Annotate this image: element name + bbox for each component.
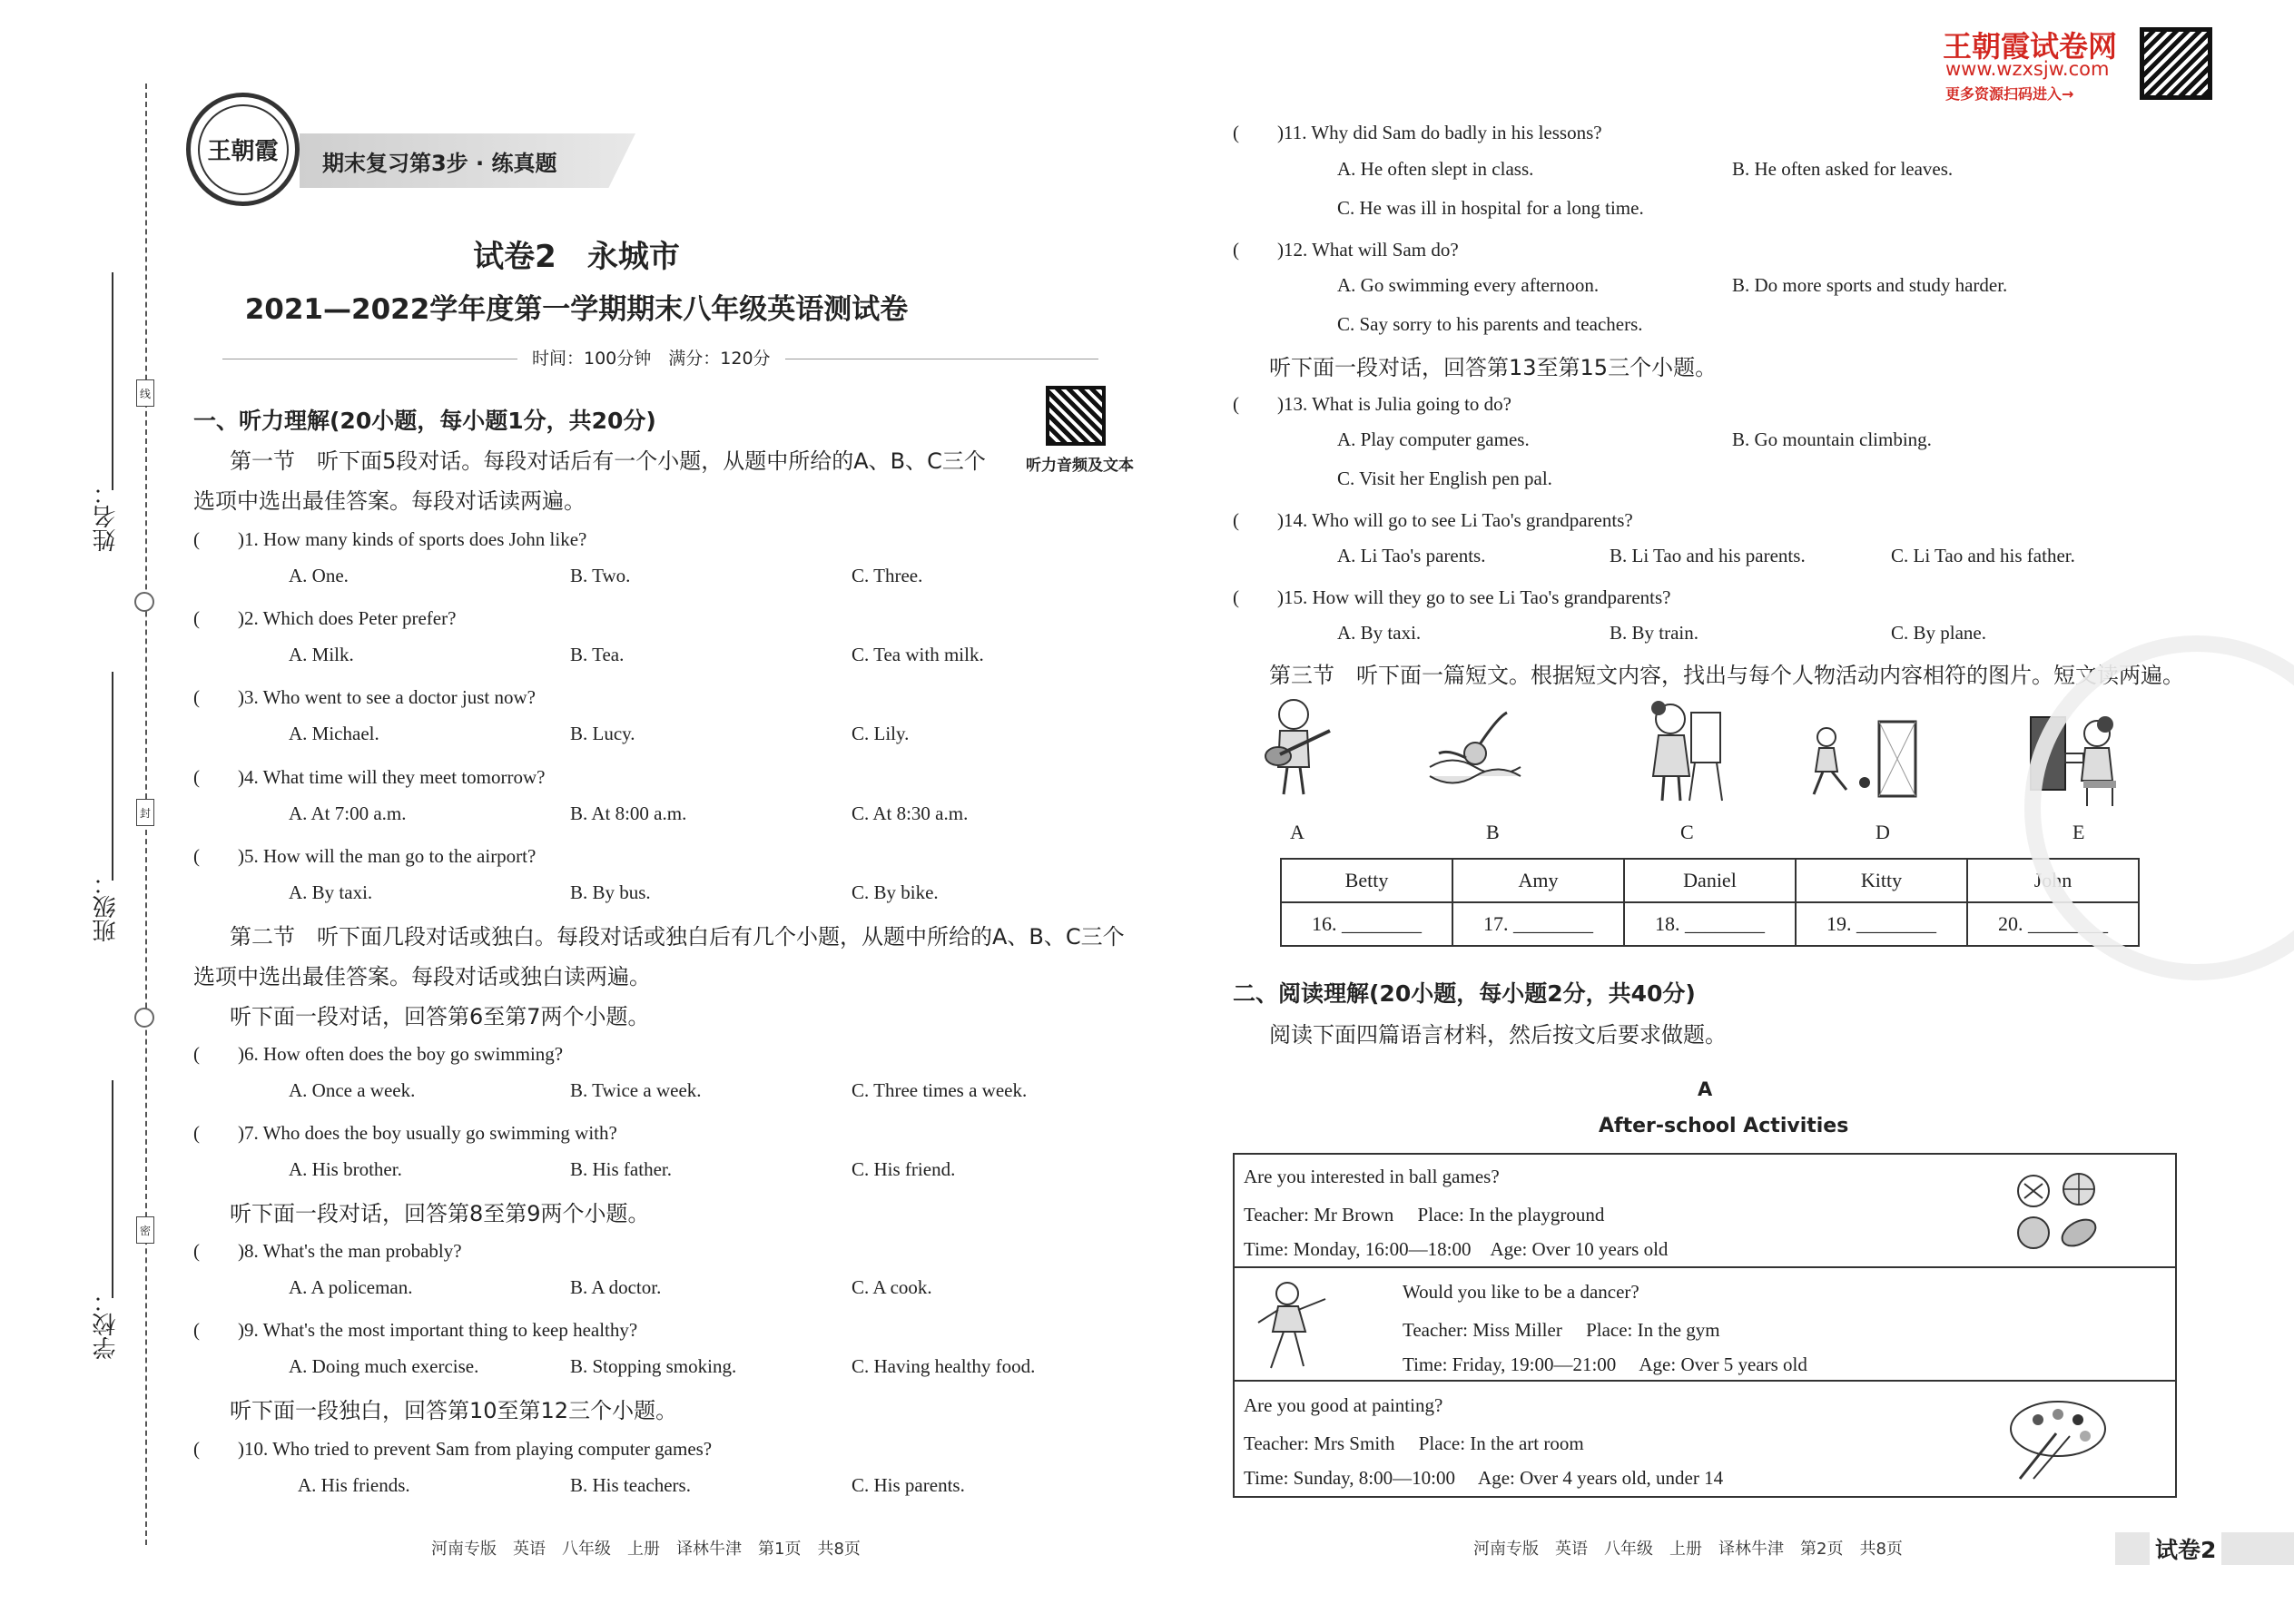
activity-line: Time: Monday, 16:00—18:00 Age: Over 10 years old: [1244, 1238, 1669, 1260]
part3-instruction: 第三节 听下面一篇短文。根据短文内容，找出与每个人物活动内容相符的图片。短文读两遍。: [1269, 663, 2184, 688]
note-10-12: 听下面一段独白，回答第10至第12三个小题。: [230, 1398, 678, 1423]
activity-painting: [1235, 1382, 2175, 1496]
passage-letter: A: [1698, 1078, 1713, 1100]
logo-text: 王朝霞: [207, 138, 279, 165]
part2-instruction-line1: 第二节 听下面几段对话或独白。每段对话或独白后有几个小题，从题中所给的A、B、C三个: [230, 924, 1125, 950]
question-7: ( )7. Who does the boy usually go swimming with?: [193, 1122, 617, 1144]
option-9c: C. Having healthy food.: [852, 1355, 1036, 1377]
picture-swimming: [1425, 704, 1525, 799]
option-8c: C. A cook.: [852, 1276, 932, 1298]
option-5a: A. By taxi.: [289, 881, 373, 903]
binding-hole-icon: [134, 592, 154, 612]
option-4a: A. At 7:00 a.m.: [289, 802, 407, 824]
question-10: ( )10. Who tried to prevent Sam from playing computer games?: [193, 1438, 713, 1460]
note-6-7: 听下面一段对话，回答第6至第7两个小题。: [230, 1004, 650, 1029]
school-blank-line[interactable]: [112, 1080, 113, 1298]
option-12a: A. Go swimming every afternoon.: [1337, 274, 1600, 296]
site-qr-code-icon[interactable]: [2140, 27, 2212, 100]
table-row: [1281, 859, 2139, 902]
option-1a: A. One.: [289, 565, 349, 586]
time-score: 时间：100分钟 满分：120分: [517, 345, 785, 369]
activity-line: Are you good at painting?: [1244, 1394, 1443, 1416]
activity-line: Teacher: Miss Miller Place: In the gym: [1403, 1319, 1720, 1341]
site-url[interactable]: www.wzxsjw.com: [1945, 58, 2110, 80]
answer-blank-20[interactable]: 20. ________: [1967, 902, 2139, 946]
picture-football: [1807, 717, 1920, 803]
activity-line: Time: Friday, 19:00—21:00 Age: Over 5 years old: [1403, 1353, 1807, 1375]
seal-mark-line: 线: [136, 379, 154, 407]
question-9: ( )9. What's the most important thing to keep healthy?: [193, 1319, 638, 1341]
option-8b: B. A doctor.: [570, 1276, 662, 1298]
option-2c: C. Tea with milk.: [852, 644, 984, 665]
option-12c: C. Say sorry to his parents and teachers.: [1337, 313, 1643, 335]
brand-seal-logo: [186, 93, 300, 206]
activity-line: Are you interested in ball games?: [1244, 1166, 1500, 1187]
option-14c: C. Li Tao and his father.: [1891, 545, 2075, 566]
question-1: ( )1. How many kinds of sports does John like?: [193, 528, 587, 550]
matching-table: [1280, 858, 2140, 947]
activity-line: Would you like to be a dancer?: [1403, 1281, 1639, 1303]
listening-heading: 一、听力理解(20小题，每小题1分，共20分): [193, 408, 656, 434]
table-cell-name: Amy: [1452, 859, 1624, 902]
option-12b: B. Do more sports and study harder.: [1732, 274, 2008, 296]
option-5c: C. By bike.: [852, 881, 939, 903]
reading-intro: 阅读下面四篇语言材料，然后按文后要求做题。: [1269, 1022, 1727, 1048]
banner-text: 期末复习第3步 · 练真题: [322, 151, 557, 176]
seal-mark-seal: 封: [136, 799, 154, 826]
answer-blank-19[interactable]: 19. ________: [1796, 902, 1967, 946]
option-7c: C. His friend.: [852, 1158, 956, 1180]
question-3: ( )3. Who went to see a doctor just now?: [193, 686, 536, 708]
answer-blank-16[interactable]: 16. ________: [1281, 902, 1452, 946]
footer-badge: 试卷2: [2150, 1532, 2221, 1565]
part2-instruction-line2: 选项中选出最佳答案。每段对话或独白读两遍。: [193, 964, 651, 989]
note-8-9: 听下面一段对话，回答第8至第9两个小题。: [230, 1201, 650, 1226]
option-3c: C. Lily.: [852, 723, 910, 744]
question-2: ( )2. Which does Peter prefer?: [193, 607, 457, 629]
site-name: 王朝霞试卷网: [1943, 29, 2118, 64]
dancer-icon: [1251, 1277, 1333, 1373]
option-11a: A. He often slept in class.: [1337, 158, 1534, 180]
question-4: ( )4. What time will they meet tomorrow?: [193, 766, 546, 788]
name-label: 姓名：: [93, 481, 120, 552]
class-label: 班级：: [93, 871, 120, 942]
option-8a: A. A policeman.: [289, 1276, 413, 1298]
option-7b: B. His father.: [570, 1158, 672, 1180]
option-2a: A. Milk.: [289, 644, 354, 665]
seal-mark-secret: 密: [136, 1216, 154, 1244]
option-11b: B. He often asked for leaves.: [1732, 158, 1954, 180]
part1-instruction-line2: 选项中选出最佳答案。每段对话读两遍。: [193, 488, 586, 514]
picture-label-b: B: [1486, 821, 1500, 843]
passage-title: After-school Activities: [1599, 1115, 1849, 1137]
activity-ball-games: [1235, 1155, 2175, 1268]
option-2b: B. Tea.: [570, 644, 625, 665]
picture-guitar-boy: [1253, 694, 1344, 799]
option-9b: B. Stopping smoking.: [570, 1355, 737, 1377]
option-10b: B. His teachers.: [570, 1474, 691, 1496]
option-13c: C. Visit her English pen pal.: [1337, 468, 1552, 489]
option-6b: B. Twice a week.: [570, 1079, 702, 1101]
option-5b: B. By bus.: [570, 881, 651, 903]
picture-label-e: E: [2072, 821, 2085, 843]
footer-left: 河南专版 英语 八年级 上册 译林牛津 第1页 共8页: [431, 1540, 861, 1559]
paper-subtitle: 2021—2022学年度第一学期期末八年级英语测试卷: [244, 293, 909, 326]
question-14: ( )14. Who will go to see Li Tao's grandparents?: [1233, 509, 1633, 531]
picture-label-c: C: [1680, 821, 1694, 843]
table-cell-name: Kitty: [1796, 859, 1967, 902]
option-3a: A. Michael.: [289, 723, 379, 744]
activity-dance: [1235, 1268, 2175, 1382]
option-7a: A. His brother.: [289, 1158, 402, 1180]
picture-label-d: D: [1876, 821, 1890, 843]
question-8: ( )8. What's the man probably?: [193, 1240, 462, 1262]
paper-title: 试卷2 永城市: [473, 239, 680, 275]
answer-blank-18[interactable]: 18. ________: [1624, 902, 1796, 946]
school-label: 学校：: [93, 1289, 120, 1360]
option-10a: A. His friends.: [298, 1474, 410, 1496]
activities-box: [1233, 1153, 2177, 1498]
question-11: ( )11. Why did Sam do badly in his lessons?: [1233, 122, 1602, 143]
table-cell-name: John: [1967, 859, 2139, 902]
table-cell-name: Daniel: [1624, 859, 1796, 902]
option-15b: B. By train.: [1610, 622, 1698, 644]
option-13b: B. Go mountain climbing.: [1732, 428, 1932, 450]
option-3b: B. Lucy.: [570, 723, 635, 744]
table-cell-name: Betty: [1281, 859, 1452, 902]
part1-instruction-line1: 第一节 听下面5段对话。每段对话后有一个小题，从题中所给的A、B、C三个: [230, 448, 986, 474]
option-6a: A. Once a week.: [289, 1079, 416, 1101]
more-resources: 更多资源扫码进入→: [1945, 85, 2074, 103]
option-1c: C. Three.: [852, 565, 923, 586]
question-12: ( )12. What will Sam do?: [1233, 239, 1459, 261]
binding-hole-icon: [134, 1008, 154, 1028]
option-6c: C. Three times a week.: [852, 1079, 1028, 1101]
footer-right: 河南专版 英语 八年级 上册 译林牛津 第2页 共8页: [1473, 1540, 1903, 1559]
option-10c: C. His parents.: [852, 1474, 965, 1496]
balls-icon: [2013, 1171, 2104, 1253]
qr-caption: 听力音频及文本: [1026, 457, 1134, 475]
note-13-15: 听下面一段对话，回答第13至第15三个小题。: [1269, 355, 1718, 380]
table-row: [1281, 902, 2139, 946]
option-9a: A. Doing much exercise.: [289, 1355, 479, 1377]
qr-code-icon[interactable]: [1046, 386, 1106, 446]
picture-painting-girl: [1639, 699, 1729, 803]
question-5: ( )5. How will the man go to the airport?: [193, 845, 537, 867]
picture-label-a: A: [1290, 821, 1305, 843]
option-4b: B. At 8:00 a.m.: [570, 802, 687, 824]
option-14a: A. Li Tao's parents.: [1337, 545, 1486, 566]
reading-heading: 二、阅读理解(20小题，每小题2分，共40分): [1233, 980, 1696, 1007]
palette-icon: [2002, 1393, 2111, 1483]
activity-line: Teacher: Mr Brown Place: In the playground: [1244, 1204, 1605, 1225]
option-4c: C. At 8:30 a.m.: [852, 802, 969, 824]
answer-blank-17[interactable]: 17. ________: [1452, 902, 1624, 946]
question-6: ( )6. How often does the boy go swimming?: [193, 1043, 564, 1065]
option-14b: B. Li Tao and his parents.: [1610, 545, 1806, 566]
question-13: ( )13. What is Julia going to do?: [1233, 393, 1511, 415]
option-15c: C. By plane.: [1891, 622, 1986, 644]
activity-line: Teacher: Mrs Smith Place: In the art room: [1244, 1432, 1584, 1454]
option-11c: C. He was ill in hospital for a long time.: [1337, 197, 1644, 219]
option-13a: A. Play computer games.: [1337, 428, 1530, 450]
question-15: ( )15. How will they go to see Li Tao's grandparents?: [1233, 586, 1671, 608]
class-blank-line[interactable]: [112, 672, 113, 881]
activity-line: Time: Sunday, 8:00—10:00 Age: Over 4 years old, under 14: [1244, 1467, 1724, 1489]
option-15a: A. By taxi.: [1337, 622, 1422, 644]
option-1b: B. Two.: [570, 565, 631, 586]
